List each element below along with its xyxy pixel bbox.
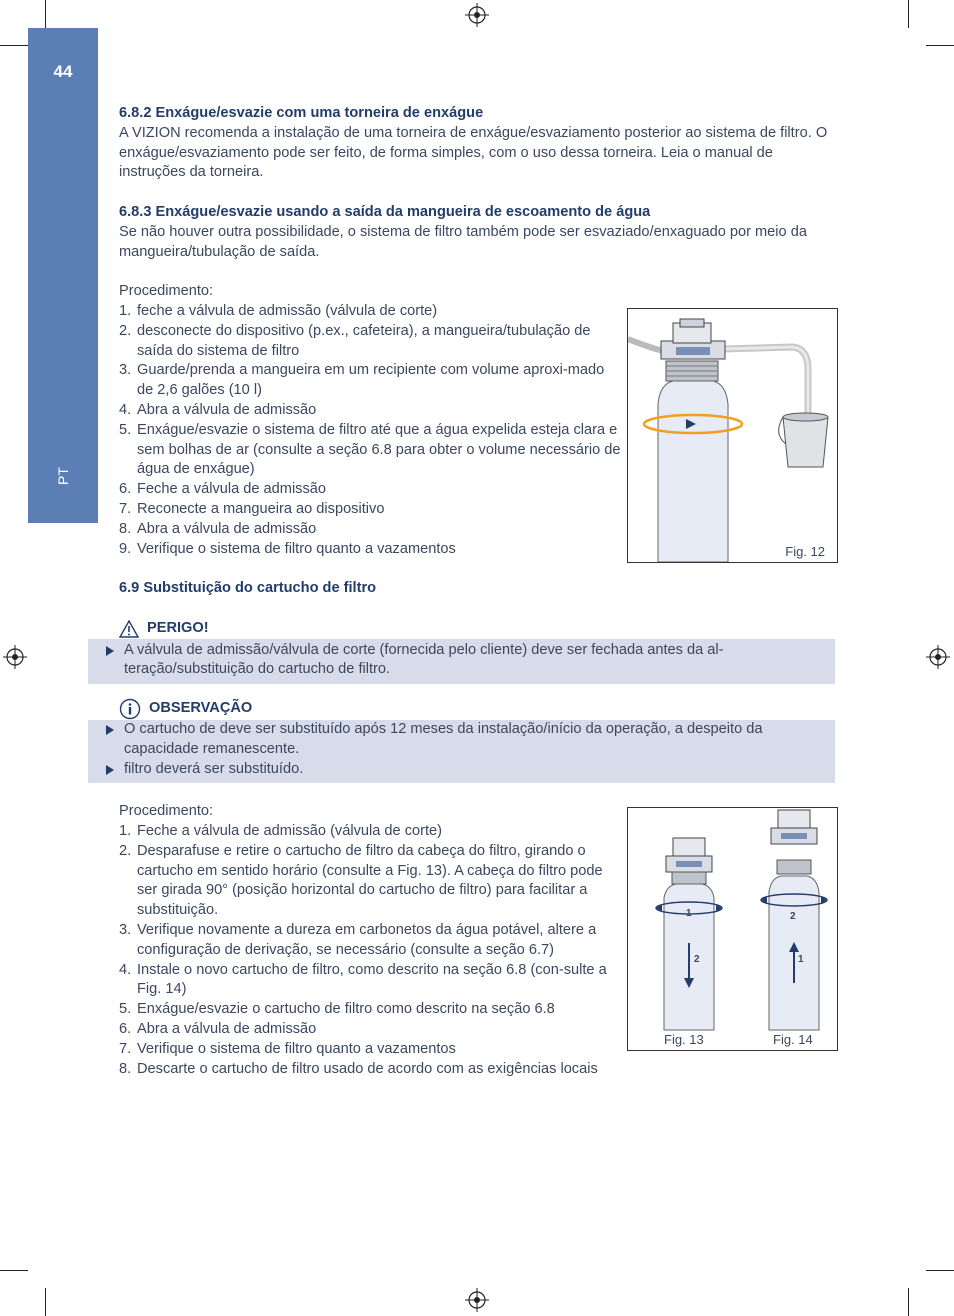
section-heading-6-9: 6.9 Substituição do cartucho de filtro	[119, 580, 377, 597]
note-item: filtro deverá ser substituído.	[106, 760, 835, 780]
crop-mark	[0, 45, 28, 46]
page-number: 44	[53, 62, 73, 81]
list-item: 3. Verifique novamente a dureza em carbonetos da água potável, altere a configuração de derivação, se necessário (consulte a seção 6.7)	[119, 922, 597, 958]
crop-mark	[908, 1288, 909, 1316]
list-item: 9. Verifique o sistema de filtro quanto a vazamentos	[119, 540, 456, 557]
list-item: 8. Abra a válvula de admissão	[119, 520, 317, 537]
step-label: 1	[798, 954, 804, 965]
figure-13-14	[627, 807, 838, 1051]
list-item: 1. Feche a válvula de admissão (válvula de corte)	[119, 823, 443, 840]
procedure-label: Procedimento:	[119, 283, 214, 300]
list-item: 6. Abra a válvula de admissão	[119, 1021, 317, 1038]
list-item: 1. feche a válvula de admissão (válvula de corte)	[119, 302, 438, 319]
info-icon	[119, 698, 141, 720]
list-item: 3. Guarde/prenda a mangueira em um recipiente com volume aproxi-mado de 2,6 galões (10 l)	[119, 362, 605, 399]
figure-caption: Fig. 13	[664, 1032, 704, 1047]
step-label: 2	[694, 954, 700, 965]
registration-mark-icon	[465, 3, 489, 27]
figure-caption: Fig. 12	[785, 544, 825, 559]
step-label: 2	[790, 911, 796, 922]
note-item: O cartucho de deve ser substituído após 12 meses da instalação/início da operação, a despeito da capacidade remanescente.	[106, 720, 835, 760]
section-body-6-8-3: Se não houver outra possibilidade, o sistema de filtro também pode ser esvaziado/enxaguado por meio da mangueira/tubulação de saída.	[119, 223, 807, 260]
figure-caption: Fig. 14	[773, 1032, 813, 1047]
crop-mark	[45, 0, 46, 28]
list-item: 5. Enxágue/esvazie o cartucho de filtro como descrito na seção 6.8	[119, 1001, 555, 1018]
list-item: 4. Abra a válvula de admissão	[119, 401, 317, 418]
list-item: 2. desconecte do dispositivo (p.ex., cafeteira), a mangueira/tubulação de saída do sistema de filtro	[119, 322, 591, 359]
list-item: 2. Desparafuse e retire o cartucho de filtro da cabeça do filtro, girando o cartucho em sentido horário (consulte a Fig. 13). A cabeça do filtro pode ser girada 90° (posição horizontal do cartucho de filtro) para facilitar a substituição.	[119, 842, 603, 919]
danger-heading	[119, 619, 835, 639]
note-box	[88, 720, 835, 782]
list-item: 8. Descarte o cartucho de filtro usado de acordo com as exigências locais	[119, 1060, 598, 1077]
danger-label: PERIGO!	[147, 619, 209, 636]
danger-item: A válvula de admissão/válvula de corte (fornecida pelo cliente) deve ser fechada antes da al-teração/substituição do cartucho de filtro.	[106, 641, 835, 681]
crop-mark	[926, 1270, 954, 1271]
note-label: OBSERVAÇÃO	[149, 700, 253, 717]
registration-mark-icon	[3, 645, 27, 669]
warning-triangle-icon	[119, 620, 139, 638]
list-item: 4. Instale o novo cartucho de filtro, como descrito na seção 6.8 (con-sulte a Fig. 14)	[119, 961, 607, 998]
section-heading-6-8-3: 6.8.3 Enxágue/esvazie usando a saída da mangueira de escoamento de água	[119, 203, 651, 220]
section-heading-6-8-2: 6.8.2 Enxágue/esvazie com uma torneira de enxágue	[119, 105, 484, 121]
crop-mark	[45, 1288, 46, 1316]
note-heading	[119, 698, 835, 720]
crop-mark	[926, 45, 954, 46]
page-sidebar	[28, 28, 98, 523]
list-item: 7. Verifique o sistema de filtro quanto a vazamentos	[119, 1040, 456, 1057]
list-item: 6. Feche a válvula de admissão	[119, 481, 327, 498]
procedure-list-6-8-3	[119, 302, 624, 559]
danger-box	[88, 639, 835, 685]
registration-mark-icon	[465, 1288, 489, 1312]
language-tab: PT	[55, 467, 71, 485]
cartridge-replacement-illustration	[628, 808, 837, 1050]
procedure-label: Procedimento:	[119, 803, 214, 820]
section-body-6-8-2: A VIZION recomenda a instalação de uma torneira de enxágue/esvaziamento posterior ao sistema de filtro. O enxágue/esvaziamento pode ser feito, de forma simples, com o uso dessa torneira. Leia o manual de instruções da torneira.	[119, 124, 828, 181]
list-item: 5. Enxágue/esvazie o sistema de filtro até que a água expelida esteja clara e sem bolhas de ar (consulte a seção 6.8 para obter o volume necessário de água de enxágue)	[119, 421, 621, 478]
crop-mark	[0, 1270, 28, 1271]
list-item: 7. Reconecte a mangueira ao dispositivo	[119, 500, 385, 517]
figure-12	[627, 308, 838, 563]
registration-mark-icon	[926, 645, 950, 669]
crop-mark	[908, 0, 909, 28]
filter-flush-illustration	[628, 309, 837, 562]
step-label: 1	[686, 908, 692, 919]
